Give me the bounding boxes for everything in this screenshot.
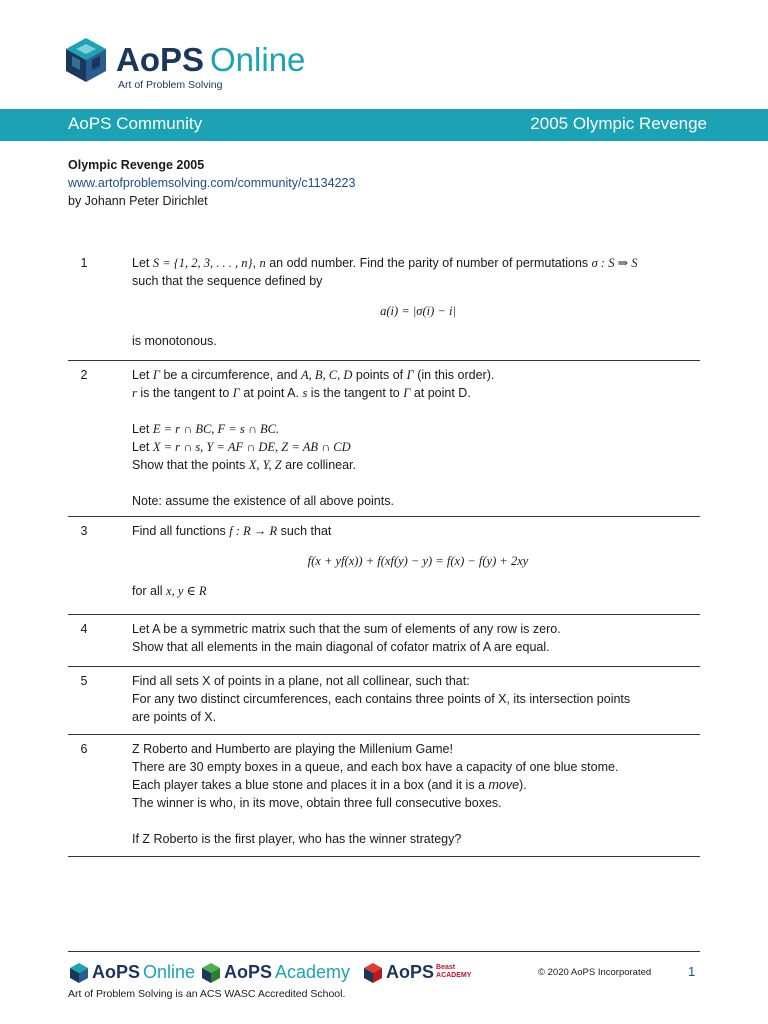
problem-text-line: [132, 776, 704, 794]
community-link[interactable]: www.artofproblemsolving.com/community/c1134223: [68, 176, 356, 190]
problem-text-line: [132, 690, 704, 708]
math-expression: S = {1, 2, 3, . . . , n}: [152, 256, 253, 270]
text-segment: Note: assume the existence of all above points.: [132, 494, 394, 508]
aops-cube-icon: [66, 38, 106, 82]
problem-statement: [132, 740, 704, 848]
header-banner: [0, 109, 768, 141]
text-segment: are collinear.: [281, 458, 357, 472]
text-segment: is the tangent to: [307, 386, 404, 400]
problem-number: 1: [80, 256, 88, 270]
text-segment: an odd number. Find the parity of number of permutations: [265, 256, 592, 270]
problem-number: 6: [80, 742, 88, 756]
text-segment: Each player takes a blue stone and places it in a box (and it is a: [132, 778, 489, 792]
logo-product: Online: [210, 41, 306, 78]
problem-text-line: [132, 758, 704, 776]
copyright-text: © 2020 AoPS Incorporated: [538, 967, 652, 978]
text-segment: Let A be a symmetric matrix such that the sum of elements of any row is zero.: [132, 622, 561, 636]
math-expression: X, Y, Z: [248, 458, 282, 472]
contest-title: Olympic Revenge 2005: [68, 158, 205, 172]
display-equation: f(x + yf(x)) + f(xf(y) − y) = f(x) − f(y) + 2xy: [307, 554, 529, 568]
text-segment: Z Roberto and Humberto are playing the Millenium Game!: [132, 742, 453, 756]
footer-logo-brand: AoPS: [224, 962, 273, 982]
text-segment: for all: [132, 584, 167, 598]
text-segment: ).: [519, 778, 527, 792]
math-expression: x, y ∈ R: [166, 584, 207, 598]
problem-statement: [132, 672, 704, 726]
author-line: by Johann Peter Dirichlet: [68, 194, 208, 208]
text-segment: ,: [252, 256, 260, 270]
document-meta: [68, 156, 708, 210]
footer-divider: [68, 951, 700, 952]
math-expression: σ : S ⇒ S: [591, 256, 638, 270]
math-expression: Γ: [232, 386, 240, 400]
problem-text-line: [132, 332, 704, 350]
math-expression: Γ: [403, 386, 411, 400]
problem-divider: [68, 614, 700, 615]
text-segment: be a circumference, and: [159, 368, 302, 382]
page-number: 1: [688, 964, 696, 979]
problem-text-line: [132, 366, 704, 384]
problem-text-line: [132, 384, 704, 402]
problem-number: 3: [80, 524, 88, 538]
problem-text-line: [132, 254, 704, 272]
text-segment: There are 30 empty boxes in a queue, and each box have a capacity of one blue stome.: [132, 760, 619, 774]
problem-divider: [68, 360, 700, 361]
text-segment: Let: [132, 422, 153, 436]
problem-text-line: [132, 438, 704, 456]
problem-statement: [132, 620, 704, 656]
text-segment: at point A.: [239, 386, 303, 400]
math-expression: Γ: [406, 368, 414, 382]
text-segment: Find all sets X of points in a plane, not all collinear, such that:: [132, 674, 470, 688]
problem-text-line: [132, 420, 704, 438]
banner-community-label: AoPS Community: [68, 114, 203, 133]
banner-contest-title: 2005 Olympic Revenge: [530, 114, 707, 133]
math-expression: n: [259, 256, 266, 270]
math-expression: E = r ∩ BC, F = s ∩ BC.: [152, 422, 280, 436]
problem-statement: [132, 366, 704, 510]
text-segment: Let: [132, 256, 153, 270]
text-segment: For any two distinct circumferences, each contains three points of X, its intersection points: [132, 692, 631, 706]
problem-text-line: [132, 740, 704, 758]
problem-number: 5: [80, 674, 88, 688]
problem-text-line: [132, 456, 704, 474]
text-segment: Let: [132, 368, 153, 382]
problem-text-line: [132, 672, 704, 690]
problem-divider: [68, 666, 700, 667]
aops-online-logo[interactable]: [66, 38, 326, 98]
math-expression: f : R → R: [229, 524, 278, 538]
text-segment: Let: [132, 440, 153, 454]
text-segment: points of: [352, 368, 407, 382]
aops-cube-icon: [70, 963, 88, 983]
text-segment: Show that the points: [132, 458, 249, 472]
display-equation: a(i) = |σ(i) − i|: [380, 304, 456, 318]
paragraph-gap: [132, 812, 704, 830]
beast-academy-wordmark: Beast ACADEMY: [436, 964, 472, 979]
problem-text-line: [132, 272, 704, 290]
math-expression: Γ: [152, 368, 160, 382]
footer-logo-sub: Academy: [275, 962, 351, 982]
problem-number: 2: [80, 368, 88, 382]
math-expression: A, B, C, D: [301, 368, 353, 382]
problem-text-line: [132, 522, 704, 540]
paragraph-gap: [132, 474, 704, 492]
problem-text-line: [132, 708, 704, 726]
math-expression: r: [132, 386, 137, 400]
problem-statement: [132, 522, 704, 600]
text-segment: The winner is who, in its move, obtain three full consecutive boxes.: [132, 796, 502, 810]
aops-beast-icon: [364, 963, 382, 983]
footer-logo-brand: AoPS: [386, 962, 435, 982]
text-segment: is monotonous.: [132, 334, 217, 348]
text-segment: Show that all elements in the main diagonal of cofator matrix of A are equal.: [132, 640, 550, 654]
footer-logo-beast-academy[interactable]: [364, 960, 471, 984]
problem-text-line: [132, 582, 704, 600]
problem-text-line: [132, 620, 704, 638]
emphasis-text: move: [488, 778, 520, 792]
problem-divider: [68, 516, 700, 517]
problem-text-line: [132, 794, 704, 812]
footer-logo-academy[interactable]: [202, 960, 350, 984]
problem-statement: [132, 254, 704, 350]
logo-wordmark: [116, 42, 305, 78]
paragraph-gap: [132, 402, 704, 420]
math-expression: s: [302, 386, 308, 400]
text-segment: are points of X.: [132, 710, 217, 724]
text-segment: at point D.: [410, 386, 471, 400]
footer-logo-sub: Online: [143, 962, 196, 982]
text-segment: such that: [277, 524, 332, 538]
math-expression: X = r ∩ s, Y = AF ∩ DE, Z = AB ∩ CD: [152, 440, 351, 454]
problem-divider: [68, 734, 700, 735]
text-segment: is the tangent to: [136, 386, 233, 400]
accreditation-text: Art of Problem Solving is an ACS WASC Accredited School.: [68, 988, 346, 1000]
problem-number: 4: [80, 622, 88, 636]
problem-text-line: [132, 638, 704, 656]
text-segment: If Z Roberto is the first player, who has the winner strategy?: [132, 832, 462, 846]
footer-logo-brand: AoPS: [92, 962, 141, 982]
footer-logo-online[interactable]: [70, 960, 195, 984]
logo-brand: AoPS: [116, 41, 205, 78]
problem-text-line: [132, 492, 704, 510]
logo-tagline: Art of Problem Solving: [118, 79, 223, 91]
text-segment: such that the sequence defined by: [132, 274, 323, 288]
problem-text-line: [132, 830, 704, 848]
text-segment: (in this order).: [413, 368, 495, 382]
aops-academy-icon: [202, 963, 220, 983]
problem-divider: [68, 856, 700, 857]
text-segment: Find all functions: [132, 524, 230, 538]
